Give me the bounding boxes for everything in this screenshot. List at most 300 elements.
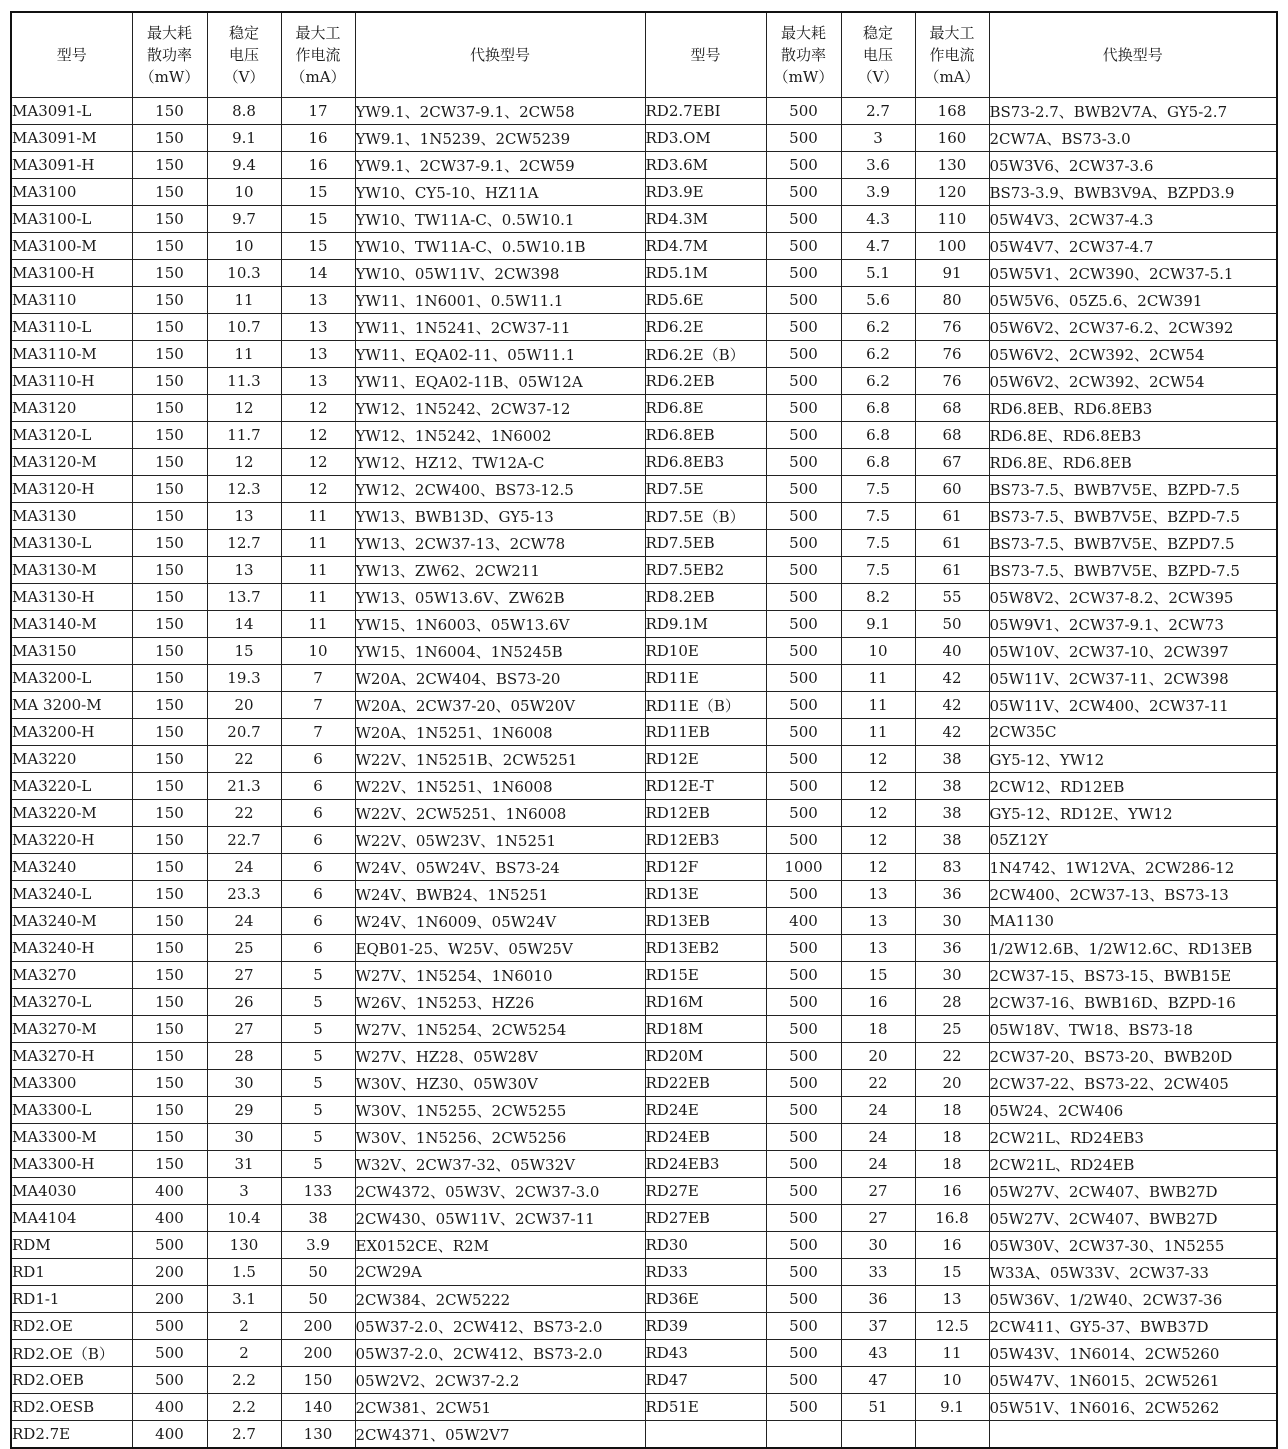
table-row (11, 530, 1277, 557)
current-cell-right: 160 (915, 125, 989, 152)
voltage-cell: 130 (207, 1232, 281, 1259)
model-cell: RD2.OE (11, 1313, 132, 1340)
header-power-line1: 最大耗 (146, 24, 192, 42)
power-cell: 150 (132, 260, 207, 287)
model-cell-right: RD27E (645, 1178, 766, 1205)
current-cell-right: 168 (915, 98, 989, 125)
power-cell: 150 (132, 935, 207, 962)
alt-models-cell: 2CW4372、05W3V、2CW37-3.0 (355, 1178, 645, 1205)
alt-models-cell-right: 2CW35C (989, 719, 1277, 746)
alt-models-cell: W24V、1N6009、05W24V (355, 908, 645, 935)
model-cell-right: RD11E（B） (645, 692, 766, 719)
header-model-label: 型号 (56, 46, 87, 64)
header-voltage-right (841, 12, 915, 98)
voltage-cell: 10 (207, 233, 281, 260)
model-cell-right: RD3.9E (645, 179, 766, 206)
power-cell-right: 500 (766, 935, 841, 962)
voltage-cell: 11.7 (207, 422, 281, 449)
table-row (11, 395, 1277, 422)
table-row (11, 1205, 1277, 1232)
alt-models-cell: YW12、1N5242、2CW37-12 (355, 395, 645, 422)
alt-models-cell: 2CW381、2CW51 (355, 1394, 645, 1421)
voltage-cell: 2 (207, 1313, 281, 1340)
table-row (11, 665, 1277, 692)
alt-models-cell-right: 05W9V1、2CW37-9.1、2CW73 (989, 611, 1277, 638)
current-cell-right: 50 (915, 611, 989, 638)
alt-models-cell: W22V、1N5251B、2CW5251 (355, 746, 645, 773)
power-cell-right: 500 (766, 881, 841, 908)
current-cell: 6 (281, 854, 355, 881)
current-cell: 5 (281, 962, 355, 989)
model-cell-right: RD13EB2 (645, 935, 766, 962)
voltage-cell: 10.3 (207, 260, 281, 287)
header-model-label: 型号 (690, 46, 721, 64)
alt-models-cell-right: 05W11V、2CW400、2CW37-11 (989, 692, 1277, 719)
alt-models-cell-right: 2CW400、2CW37-13、BS73-13 (989, 881, 1277, 908)
alt-models-cell: W27V、1N5254、1N6010 (355, 962, 645, 989)
voltage-cell-right: 7.5 (841, 530, 915, 557)
alt-models-cell: W22V、2CW5251、1N6008 (355, 800, 645, 827)
power-cell-right: 400 (766, 908, 841, 935)
alt-models-cell-right: 1/2W12.6B、1/2W12.6C、RD13EB (989, 935, 1277, 962)
table-body (11, 98, 1277, 1449)
voltage-cell: 22.7 (207, 827, 281, 854)
current-cell-right: 55 (915, 584, 989, 611)
alt-models-cell-right: 05W3V6、2CW37-3.6 (989, 152, 1277, 179)
model-cell-right: RD24E (645, 1097, 766, 1124)
alt-models-cell-right: 2CW37-20、BS73-20、BWB20D (989, 1043, 1277, 1070)
current-cell-right: 20 (915, 1070, 989, 1097)
voltage-cell: 9.7 (207, 206, 281, 233)
voltage-cell-right: 12 (841, 800, 915, 827)
voltage-cell: 15 (207, 638, 281, 665)
voltage-cell-right: 12 (841, 773, 915, 800)
alt-models-cell: YW15、1N6004、1N5245B (355, 638, 645, 665)
current-cell: 5 (281, 1124, 355, 1151)
model-cell: MA3120-M (11, 449, 132, 476)
alt-models-cell-right: BS73-7.5、BWB7V5E、BZPD-7.5 (989, 557, 1277, 584)
table-row (11, 422, 1277, 449)
table-row (11, 827, 1277, 854)
model-cell: MA3110-H (11, 368, 132, 395)
alt-models-cell: YW12、1N5242、1N6002 (355, 422, 645, 449)
current-cell-right: 61 (915, 530, 989, 557)
current-cell: 38 (281, 1205, 355, 1232)
model-cell: MA3130-H (11, 584, 132, 611)
model-cell-right: RD30 (645, 1232, 766, 1259)
power-cell-right: 500 (766, 692, 841, 719)
power-cell-right: 500 (766, 719, 841, 746)
model-cell: MA3100-H (11, 260, 132, 287)
power-cell-right: 500 (766, 1340, 841, 1367)
model-cell-right: RD12EB (645, 800, 766, 827)
alt-models-cell: W26V、1N5253、HZ26 (355, 989, 645, 1016)
voltage-cell-right: 33 (841, 1259, 915, 1286)
table-row (11, 773, 1277, 800)
current-cell-right: 15 (915, 1259, 989, 1286)
voltage-cell: 9.4 (207, 152, 281, 179)
power-cell-right: 500 (766, 395, 841, 422)
alt-models-cell-right: GY5-12、YW12 (989, 746, 1277, 773)
table-row (11, 584, 1277, 611)
model-cell: MA3091-L (11, 98, 132, 125)
voltage-cell: 27 (207, 1016, 281, 1043)
alt-models-cell-right: 05W43V、1N6014、2CW5260 (989, 1340, 1277, 1367)
voltage-cell: 20 (207, 692, 281, 719)
alt-models-cell-right: 05W27V、2CW407、BWB27D (989, 1205, 1277, 1232)
voltage-cell: 13 (207, 503, 281, 530)
header-power-line2: 散功率 (780, 46, 826, 64)
power-cell: 150 (132, 1016, 207, 1043)
current-cell-right: 25 (915, 1016, 989, 1043)
power-cell-right: 500 (766, 1394, 841, 1421)
model-cell: MA3200-L (11, 665, 132, 692)
model-cell-right: RD51E (645, 1394, 766, 1421)
power-cell-right: 500 (766, 368, 841, 395)
voltage-cell-right: 18 (841, 1016, 915, 1043)
current-cell: 12 (281, 449, 355, 476)
power-cell: 150 (132, 125, 207, 152)
power-cell: 150 (132, 206, 207, 233)
alt-models-cell-right: 05W30V、2CW37-30、1N5255 (989, 1232, 1277, 1259)
voltage-cell: 26 (207, 989, 281, 1016)
current-cell: 16 (281, 152, 355, 179)
model-cell: MA3110-M (11, 341, 132, 368)
power-cell: 150 (132, 881, 207, 908)
model-cell: MA4030 (11, 1178, 132, 1205)
alt-models-cell-right: 05W4V7、2CW37-4.7 (989, 233, 1277, 260)
power-cell: 150 (132, 314, 207, 341)
current-cell: 14 (281, 260, 355, 287)
power-cell-right: 500 (766, 962, 841, 989)
alt-models-cell: YW12、HZ12、TW12A-C (355, 449, 645, 476)
table-row (11, 1097, 1277, 1124)
alt-models-cell-right: RD6.8E、RD6.8EB3 (989, 422, 1277, 449)
table-row (11, 557, 1277, 584)
model-cell-right: RD2.7EBI (645, 98, 766, 125)
voltage-cell: 30 (207, 1124, 281, 1151)
table-row (11, 962, 1277, 989)
table-row (11, 638, 1277, 665)
voltage-cell: 23.3 (207, 881, 281, 908)
power-cell-right: 500 (766, 1097, 841, 1124)
model-cell-right: RD10E (645, 638, 766, 665)
header-voltage-line3: （V） (223, 68, 265, 86)
power-cell: 150 (132, 1151, 207, 1178)
voltage-cell-right: 12 (841, 746, 915, 773)
voltage-cell: 11.3 (207, 368, 281, 395)
voltage-cell-right: 22 (841, 1070, 915, 1097)
alt-models-cell-right: W33A、05W33V、2CW37-33 (989, 1259, 1277, 1286)
power-cell-right: 500 (766, 1205, 841, 1232)
voltage-cell: 30 (207, 1070, 281, 1097)
voltage-cell-right: 7.5 (841, 557, 915, 584)
model-cell-right: RD6.8EB (645, 422, 766, 449)
alt-models-cell-right: RD6.8E、RD6.8EB (989, 449, 1277, 476)
zener-substitution-table (10, 11, 1278, 1449)
model-cell-right: RD13E (645, 881, 766, 908)
model-cell: MA3220-L (11, 773, 132, 800)
model-cell-right: RD4.3M (645, 206, 766, 233)
header-voltage-line2: 电压 (228, 46, 259, 64)
voltage-cell-right: 43 (841, 1340, 915, 1367)
header-power (132, 12, 207, 98)
power-cell: 150 (132, 287, 207, 314)
model-cell: MA3220-M (11, 800, 132, 827)
table-row (11, 206, 1277, 233)
power-cell: 150 (132, 395, 207, 422)
model-cell: RD2.7E (11, 1421, 132, 1449)
power-cell: 150 (132, 98, 207, 125)
power-cell: 150 (132, 611, 207, 638)
alt-models-cell: 05W37-2.0、2CW412、BS73-2.0 (355, 1313, 645, 1340)
model-cell: MA3110 (11, 287, 132, 314)
power-cell: 150 (132, 746, 207, 773)
model-cell: RD1 (11, 1259, 132, 1286)
power-cell-right: 500 (766, 449, 841, 476)
current-cell: 6 (281, 800, 355, 827)
current-cell: 130 (281, 1421, 355, 1449)
model-cell-right: RD12E-T (645, 773, 766, 800)
power-cell: 150 (132, 584, 207, 611)
current-cell-right: 36 (915, 935, 989, 962)
alt-models-cell: YW10、TW11A-C、0.5W10.1 (355, 206, 645, 233)
current-cell: 150 (281, 1367, 355, 1394)
voltage-cell: 24 (207, 854, 281, 881)
voltage-cell-right: 12 (841, 854, 915, 881)
table-row (11, 881, 1277, 908)
model-cell-right: RD22EB (645, 1070, 766, 1097)
voltage-cell-right: 15 (841, 962, 915, 989)
voltage-cell-right: 11 (841, 692, 915, 719)
power-cell: 200 (132, 1259, 207, 1286)
header-alt-right (989, 12, 1277, 98)
voltage-cell-right: 9.1 (841, 611, 915, 638)
voltage-cell-right: 20 (841, 1043, 915, 1070)
model-cell: MA3110-L (11, 314, 132, 341)
current-cell-right: 76 (915, 341, 989, 368)
power-cell: 200 (132, 1286, 207, 1313)
header-current-line3: （mA） (290, 68, 346, 86)
power-cell-right: 500 (766, 1286, 841, 1313)
alt-models-cell-right: 05W24、2CW406 (989, 1097, 1277, 1124)
voltage-cell-right: 51 (841, 1394, 915, 1421)
table-row (11, 719, 1277, 746)
alt-models-cell-right: 2CW411、GY5-37、BWB37D (989, 1313, 1277, 1340)
header-model (11, 12, 132, 98)
current-cell: 5 (281, 1016, 355, 1043)
current-cell: 5 (281, 1151, 355, 1178)
alt-models-cell-right: BS73-3.9、BWB3V9A、BZPD3.9 (989, 179, 1277, 206)
current-cell-right: 16 (915, 1178, 989, 1205)
alt-models-cell-right: MA1130 (989, 908, 1277, 935)
model-cell-right: RD6.8EB3 (645, 449, 766, 476)
power-cell: 500 (132, 1313, 207, 1340)
current-cell-right: 38 (915, 827, 989, 854)
voltage-cell-right: 5.1 (841, 260, 915, 287)
model-cell: RD1-1 (11, 1286, 132, 1313)
table-row (11, 611, 1277, 638)
current-cell: 50 (281, 1286, 355, 1313)
model-cell: MA 3200-M (11, 692, 132, 719)
power-cell-right: 500 (766, 341, 841, 368)
power-cell-right: 500 (766, 638, 841, 665)
power-cell-right: 500 (766, 476, 841, 503)
alt-models-cell: YW12、2CW400、BS73-12.5 (355, 476, 645, 503)
table-row (11, 260, 1277, 287)
power-cell: 400 (132, 1178, 207, 1205)
model-cell: MA3220-H (11, 827, 132, 854)
voltage-cell: 9.1 (207, 125, 281, 152)
alt-models-cell: W30V、1N5256、2CW5256 (355, 1124, 645, 1151)
power-cell: 150 (132, 1124, 207, 1151)
header-voltage-line2: 电压 (862, 46, 893, 64)
alt-models-cell: 05W37-2.0、2CW412、BS73-2.0 (355, 1340, 645, 1367)
alt-models-cell-right: 05W47V、1N6015、2CW5261 (989, 1367, 1277, 1394)
power-cell-right: 500 (766, 557, 841, 584)
alt-models-cell-right: 1N4742、1W12VA、2CW286-12 (989, 854, 1277, 881)
voltage-cell-right: 16 (841, 989, 915, 1016)
power-cell: 150 (132, 773, 207, 800)
voltage-cell-right: 11 (841, 719, 915, 746)
current-cell-right: 100 (915, 233, 989, 260)
power-cell: 150 (132, 962, 207, 989)
current-cell: 11 (281, 611, 355, 638)
current-cell-right: 18 (915, 1124, 989, 1151)
current-cell: 11 (281, 557, 355, 584)
table-row (11, 800, 1277, 827)
current-cell-right: 80 (915, 287, 989, 314)
power-cell-right: 500 (766, 746, 841, 773)
model-cell-right: RD6.2E（B） (645, 341, 766, 368)
alt-models-cell: YW9.1、2CW37-9.1、2CW59 (355, 152, 645, 179)
power-cell: 150 (132, 665, 207, 692)
voltage-cell: 25 (207, 935, 281, 962)
model-cell: MA3091-M (11, 125, 132, 152)
current-cell-right: 68 (915, 395, 989, 422)
power-cell: 400 (132, 1421, 207, 1449)
current-cell-right: 76 (915, 314, 989, 341)
model-cell: MA3130-L (11, 530, 132, 557)
table-row (11, 125, 1277, 152)
alt-models-cell: W20A、1N5251、1N6008 (355, 719, 645, 746)
header-current-line2: 作电流 (929, 46, 975, 64)
power-cell: 150 (132, 341, 207, 368)
voltage-cell-right: 24 (841, 1151, 915, 1178)
power-cell: 150 (132, 179, 207, 206)
current-cell: 13 (281, 341, 355, 368)
current-cell: 7 (281, 719, 355, 746)
alt-models-cell-right: 05W27V、2CW407、BWB27D (989, 1178, 1277, 1205)
model-cell-right: RD5.1M (645, 260, 766, 287)
current-cell-right: 110 (915, 206, 989, 233)
power-cell-right: 500 (766, 611, 841, 638)
current-cell: 12 (281, 395, 355, 422)
current-cell: 10 (281, 638, 355, 665)
alt-models-cell: W24V、BWB24、1N5251 (355, 881, 645, 908)
voltage-cell-right: 7.5 (841, 476, 915, 503)
current-cell-right: 60 (915, 476, 989, 503)
model-cell-right: RD16M (645, 989, 766, 1016)
model-cell: RDM (11, 1232, 132, 1259)
model-cell-right: RD47 (645, 1367, 766, 1394)
table-row (11, 1070, 1277, 1097)
model-cell: MA3270-M (11, 1016, 132, 1043)
voltage-cell-right: 24 (841, 1097, 915, 1124)
voltage-cell: 10.7 (207, 314, 281, 341)
table-row (11, 908, 1277, 935)
table-row (11, 854, 1277, 881)
voltage-cell-right: 13 (841, 908, 915, 935)
current-cell-right: 18 (915, 1097, 989, 1124)
table-row (11, 1232, 1277, 1259)
alt-models-cell: YW13、2CW37-13、2CW78 (355, 530, 645, 557)
model-cell: MA3220 (11, 746, 132, 773)
power-cell: 150 (132, 719, 207, 746)
alt-models-cell: YW15、1N6003、05W13.6V (355, 611, 645, 638)
current-cell: 5 (281, 989, 355, 1016)
model-cell-right: RD5.6E (645, 287, 766, 314)
alt-models-cell: W32V、2CW37-32、05W32V (355, 1151, 645, 1178)
model-cell-right: RD12E (645, 746, 766, 773)
current-cell-right: 76 (915, 368, 989, 395)
voltage-cell-right: 6.2 (841, 341, 915, 368)
model-cell-right: RD8.2EB (645, 584, 766, 611)
voltage-cell: 12 (207, 395, 281, 422)
current-cell-right: 38 (915, 773, 989, 800)
current-cell: 16 (281, 125, 355, 152)
table-row (11, 1313, 1277, 1340)
current-cell-right: 40 (915, 638, 989, 665)
current-cell: 5 (281, 1070, 355, 1097)
power-cell: 150 (132, 1043, 207, 1070)
voltage-cell: 2 (207, 1340, 281, 1367)
model-cell-right: RD24EB (645, 1124, 766, 1151)
table-row (11, 1340, 1277, 1367)
model-cell: RD2.OEB (11, 1367, 132, 1394)
alt-models-cell: YW11、EQA02-11、05W11.1 (355, 341, 645, 368)
voltage-cell-right: 7.5 (841, 503, 915, 530)
alt-models-cell-right: BS73-7.5、BWB7V5E、BZPD-7.5 (989, 476, 1277, 503)
header-power-line3: （mW） (139, 68, 200, 86)
current-cell: 11 (281, 584, 355, 611)
alt-models-cell: W24V、05W24V、BS73-24 (355, 854, 645, 881)
voltage-cell-right: 6.2 (841, 314, 915, 341)
power-cell: 150 (132, 1070, 207, 1097)
power-cell: 150 (132, 692, 207, 719)
model-cell: MA3300-H (11, 1151, 132, 1178)
voltage-cell-right: 2.7 (841, 98, 915, 125)
power-cell: 500 (132, 1340, 207, 1367)
voltage-cell: 8.8 (207, 98, 281, 125)
zener-substitution-table-container (10, 11, 1278, 1449)
current-cell-right: 61 (915, 557, 989, 584)
header-power-line1: 最大耗 (780, 24, 826, 42)
current-cell: 5 (281, 1043, 355, 1070)
current-cell-right: 42 (915, 665, 989, 692)
power-cell-right: 500 (766, 1313, 841, 1340)
voltage-cell-right: 27 (841, 1205, 915, 1232)
alt-models-cell: W30V、1N5255、2CW5255 (355, 1097, 645, 1124)
model-cell-right: RD6.2E (645, 314, 766, 341)
alt-models-cell-right: 05W5V1、2CW390、2CW37-5.1 (989, 260, 1277, 287)
table-row (11, 1151, 1277, 1178)
model-cell-right: RD11E (645, 665, 766, 692)
current-cell-right: 10 (915, 1367, 989, 1394)
voltage-cell-right: 10 (841, 638, 915, 665)
table-row (11, 935, 1277, 962)
model-cell-right: RD27EB (645, 1205, 766, 1232)
